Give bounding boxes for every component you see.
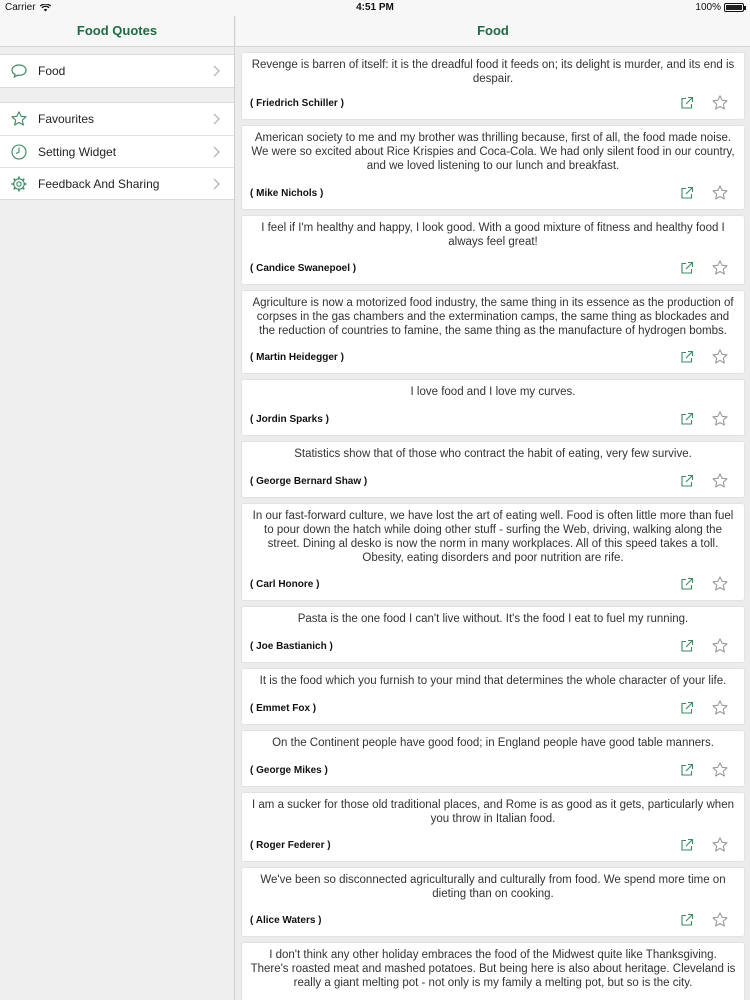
favourite-star-icon[interactable] <box>711 575 729 593</box>
star-icon <box>10 110 28 128</box>
quote-card <box>242 607 744 662</box>
main-panel <box>236 16 750 1000</box>
share-icon[interactable] <box>680 350 694 364</box>
share-icon[interactable] <box>680 763 694 777</box>
quote-card <box>242 868 744 936</box>
quote-text: Statistics show that of those who contract the habit of eating, very few survive. <box>294 448 692 460</box>
share-icon[interactable] <box>680 474 694 488</box>
quote-text: Pasta is the one food I can't live without. It's the food I eat to fuel my running. <box>297 613 689 625</box>
quote-text: On the Continent people have good food; in England people have good table manners. <box>272 737 714 749</box>
sidebar-title: Food Quotes <box>0 16 234 47</box>
sidebar-item-label: Setting Widget <box>38 144 117 159</box>
status-time: 4:51 PM <box>356 2 394 13</box>
sidebar <box>0 16 235 1000</box>
sidebar-item-setting-widget[interactable] <box>0 135 234 167</box>
sidebar-item-favourites[interactable] <box>0 103 234 135</box>
favourite-star-icon[interactable] <box>711 348 729 366</box>
favourite-star-icon[interactable] <box>711 637 729 655</box>
quote-author: ( Joe Bastianich ) <box>250 641 333 652</box>
gear-icon <box>10 175 28 193</box>
sidebar-item-label: Food <box>38 64 66 78</box>
quote-author: ( Martin Heidegger ) <box>250 352 344 363</box>
carrier-label: Carrier <box>5 2 36 13</box>
quote-card <box>242 216 744 284</box>
quote-card <box>242 442 744 497</box>
battery-percent: 100% <box>695 2 721 13</box>
sidebar-item-feedback[interactable] <box>0 167 234 199</box>
quote-card <box>242 793 744 861</box>
quote-card <box>242 731 744 786</box>
favourite-star-icon[interactable] <box>711 410 729 428</box>
quote-author: ( Emmet Fox ) <box>250 703 317 714</box>
quote-text: I love food and I love my curves. <box>410 386 576 398</box>
quote-author: ( Candice Swanepoel ) <box>250 263 357 274</box>
clock-icon <box>10 143 28 161</box>
quote-author: ( Carl Honore ) <box>250 579 320 590</box>
quote-card <box>242 943 744 1000</box>
quote-text: I am a sucker for those old traditional places, and Rome is as good as it gets, particularly when you throw in Italian food. <box>252 799 734 825</box>
chevron-right-icon <box>210 64 222 78</box>
chevron-right-icon <box>210 145 222 159</box>
quote-author: ( George Mikes ) <box>250 765 328 776</box>
sidebar-item-label: Favourites <box>38 112 95 126</box>
favourite-star-icon[interactable] <box>711 94 729 112</box>
sidebar-item-label: Feedback And Sharing <box>38 176 160 191</box>
chevron-right-icon <box>210 177 222 191</box>
quote-author: ( Mike Nichols ) <box>250 188 324 199</box>
quote-author: ( George Bernard Shaw ) <box>250 476 368 487</box>
sidebar-group-categories <box>0 54 234 88</box>
share-icon[interactable] <box>680 186 694 200</box>
favourite-star-icon[interactable] <box>711 472 729 490</box>
share-icon[interactable] <box>680 838 694 852</box>
quote-card <box>242 504 744 600</box>
sidebar-group-options <box>0 102 234 200</box>
quote-text: I feel if I'm healthy and happy, I look good. With a good mixture of fitness and healthy food I always feel great! <box>261 222 725 248</box>
battery-icon <box>724 3 744 12</box>
quote-author: ( Friedrich Schiller ) <box>250 98 344 109</box>
share-icon[interactable] <box>680 96 694 110</box>
quote-text: Revenge is barren of itself: it is the dreadful food it feeds on; its delight is murder, and its end is despair. <box>251 59 735 85</box>
quote-text: American society to me and my brother was thrilling because, first of all, the food made noise. We were so excited about Rice Krispies and Coca-Cola. We had only silent food in our country, and we loved listening to our lunch and breakfast. <box>251 132 735 172</box>
favourite-star-icon[interactable] <box>711 836 729 854</box>
battery-fill <box>726 5 742 10</box>
quote-card <box>242 53 744 119</box>
quote-card <box>242 126 744 209</box>
quote-card <box>242 291 744 373</box>
chevron-right-icon <box>210 112 222 126</box>
quote-card <box>242 380 744 435</box>
favourite-star-icon[interactable] <box>711 699 729 717</box>
favourite-star-icon[interactable] <box>711 761 729 779</box>
status-right <box>695 2 744 13</box>
share-icon[interactable] <box>680 701 694 715</box>
quote-text: It is the food which you furnish to your mind that determines the whole character of your life. <box>259 675 727 687</box>
share-icon[interactable] <box>680 639 694 653</box>
share-icon[interactable] <box>680 261 694 275</box>
share-icon[interactable] <box>680 412 694 426</box>
status-bar <box>0 0 750 16</box>
page-title: Food <box>236 16 750 47</box>
sidebar-item-food[interactable] <box>0 55 234 87</box>
quote-text: I don't think any other holiday embraces the food of the Midwest quite like Thanksgiving. There's roasted meat and mashed potatoes. But being here is also about heritage. Cleveland is really a giant melting pot - not only is my family a melting pot, but so is the city. <box>250 949 736 989</box>
quote-text: In our fast-forward culture, we have lost the art of eating well. Food is often little more than fuel to pour down the hatch while doing other stuff - surfing the Web, driving, walking along the street. Dining al desko is now the norm in many workplaces. All of this speed takes a toll. Obesity, eating disorders and poor nutrition are rife. <box>252 510 734 564</box>
favourite-star-icon[interactable] <box>711 259 729 277</box>
quote-text: We've been so disconnected agriculturally and culturally from food. We spend more time on dieting than on cooking. <box>260 874 726 900</box>
quote-author: ( Alice Waters ) <box>250 915 322 926</box>
quote-author: ( Jordin Sparks ) <box>250 414 329 425</box>
favourite-star-icon[interactable] <box>711 911 729 929</box>
quote-author: ( Roger Federer ) <box>250 840 331 851</box>
speech-bubble-icon <box>10 62 28 80</box>
share-icon[interactable] <box>680 577 694 591</box>
quote-text: Agriculture is now a motorized food industry, the same thing in its essence as the production of corpses in the gas chambers and the extermination camps, the same thing as blockades and the reduction of countries to famine, the same thing as the manufacture of hydrogen bombs. <box>252 297 734 337</box>
favourite-star-icon[interactable] <box>711 184 729 202</box>
quote-card <box>242 669 744 724</box>
share-icon[interactable] <box>680 913 694 927</box>
